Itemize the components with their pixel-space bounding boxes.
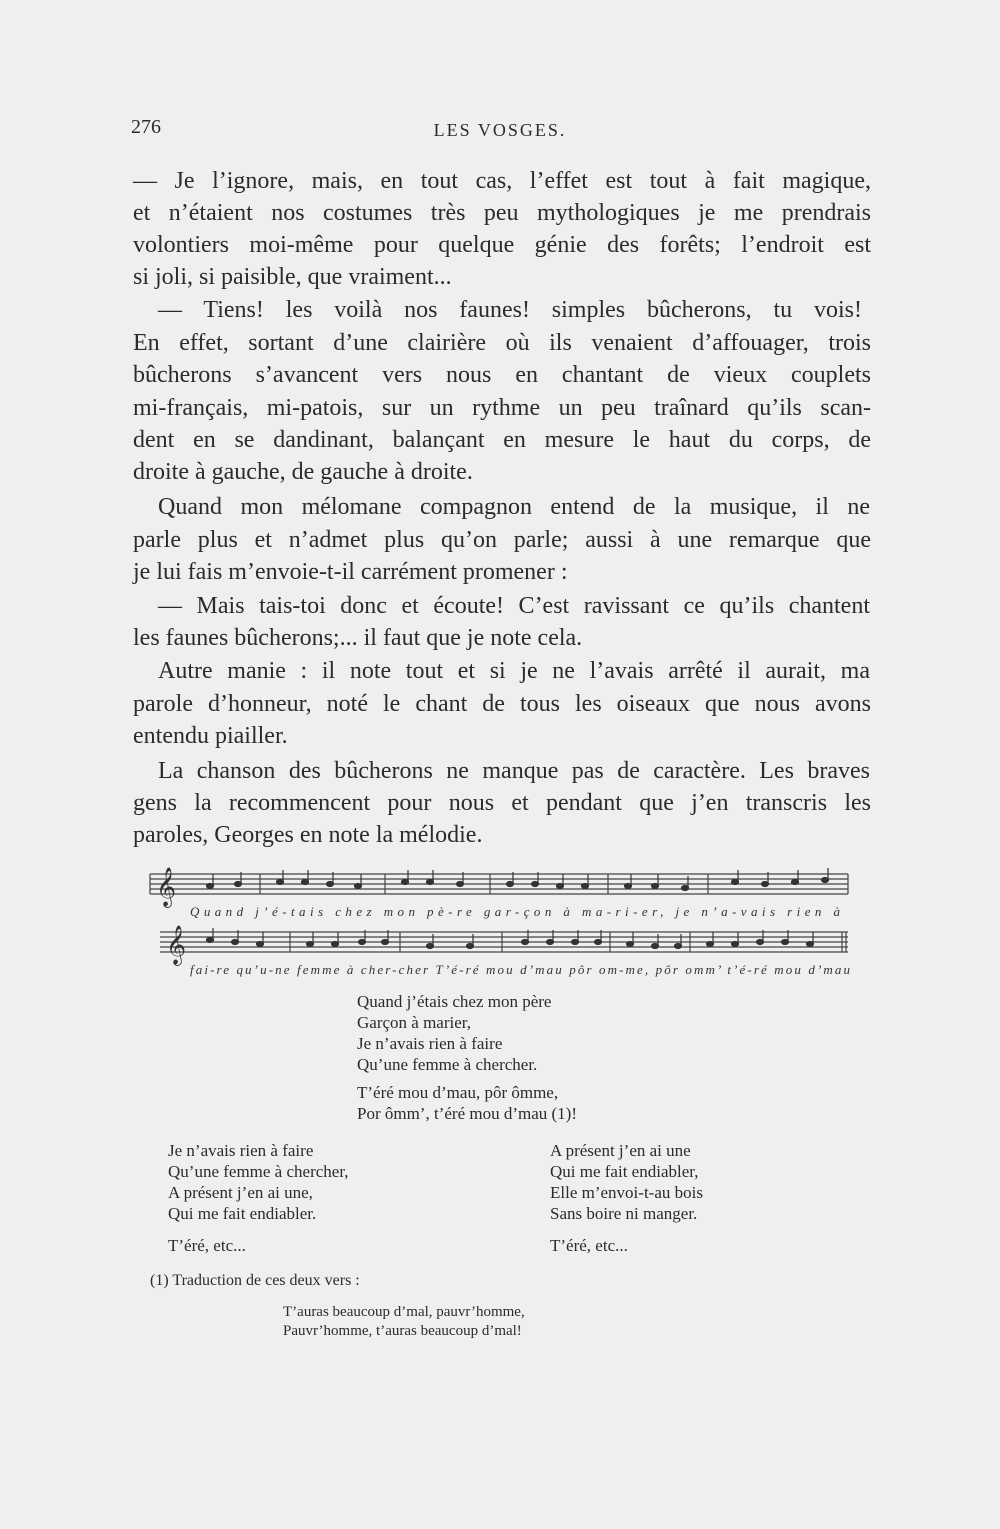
verse-line: T’éré mou d’mau, pôr ômme, [357, 1083, 559, 1102]
verse-line: Por ômm’, t’éré mou d’mau (1)! [357, 1104, 577, 1123]
body-line: parle plus et n’admet plus qu’on parle; aussi à une remarque que [133, 527, 871, 553]
body-line: Quand mon mélomane compagnon entend de la musique, il ne [158, 494, 870, 520]
body-line: dent en se dandinant, balançant en mesure le haut du corps, de [133, 427, 871, 453]
body-line: — Je l’ignore, mais, en tout cas, l’effet est tout à fait magique, [133, 168, 871, 194]
body-line: gens la recommencent pour nous et pendant que j’en transcris les [133, 790, 871, 816]
body-line: les faunes bûcherons;... il faut que je note cela. [133, 625, 583, 651]
body-line: bûcherons s’avancent vers nous en chantant de vieux couplets [133, 362, 871, 388]
running-title: LES VOSGES. [433, 120, 567, 140]
music-lyrics-2: fai-re qu’u-ne femme à cher-cher T’é-ré mou d’mau pôr om-me, pôr omm’ t’é-ré mou d’mau [190, 962, 850, 977]
body-line: je lui fais m’envoie-t-il carrément promener : [133, 559, 568, 585]
body-line: si joli, si paisible, que vraiment... [133, 264, 452, 290]
body-line: et n’étaient nos costumes très peu mythologiques je me prendrais [133, 200, 871, 226]
verse-line: Qui me fait endiabler. [168, 1204, 317, 1223]
body-line: En effet, sortant d’une clairière où ils venaient d’affouager, trois [133, 330, 871, 356]
staff-1 [150, 874, 848, 894]
verse-line: T’éré, etc... [168, 1236, 246, 1255]
verse-line: Je n’avais rien à faire [168, 1141, 314, 1160]
footnote-label: (1) Traduction de ces deux vers : [150, 1272, 360, 1289]
verse-line: T’éré, etc... [550, 1236, 628, 1255]
music-lyrics-1: Quand j’é-tais chez mon pè-re gar-çon à ma-ri-er, je n’a-vais rien à [190, 904, 840, 919]
body-line: La chanson des bûcherons ne manque pas de caractère. Les braves [158, 758, 870, 784]
body-line: volontiers moi-même pour quelque génie des forêts; l’endroit est [133, 232, 871, 258]
body-line: paroles, Georges en note la mélodie. [133, 822, 483, 848]
verse-line: Qui me fait endiabler, [550, 1162, 699, 1181]
page-number: 276 [131, 116, 161, 138]
footnote-line: Pauvr’homme, t’auras beaucoup d’mal! [283, 1323, 522, 1339]
verse-line: Quand j’étais chez mon père [357, 992, 552, 1011]
treble-clef-icon: 𝄞 [166, 925, 187, 965]
verse-line: Sans boire ni manger. [550, 1204, 698, 1223]
verse-line: Qu’une femme à chercher, [168, 1162, 349, 1181]
body-line: — Mais tais-toi donc et écoute! C’est ravissant ce qu’ils chantent [158, 593, 870, 619]
verse-line: A présent j’en ai une, [168, 1183, 313, 1202]
verse-line: Je n’avais rien à faire [357, 1034, 503, 1053]
verse-line: Qu’une femme à chercher. [357, 1055, 538, 1074]
body-line: Autre manie : il note tout et si je ne l’avais arrêté il aurait, ma [158, 658, 870, 684]
verse-line: Elle m’envoi-t-au bois [550, 1183, 703, 1202]
verse-line: A présent j’en ai une [550, 1141, 691, 1160]
music-score [130, 858, 870, 988]
body-line: mi-français, mi-patois, sur un rythme un peu traînard qu’ils scan- [133, 395, 871, 421]
body-line: — Tiens! les voilà nos faunes! simples bûcherons, tu vois! [158, 297, 862, 323]
body-line: parole d’honneur, noté le chant de tous les oiseaux que nous avons [133, 691, 871, 717]
body-line: droite à gauche, de gauche à droite. [133, 459, 473, 485]
verse-line: Garçon à marier, [357, 1013, 472, 1032]
footnote-line: T’auras beaucoup d’mal, pauvr’homme, [283, 1304, 525, 1320]
treble-clef-icon: 𝄞 [156, 867, 177, 907]
body-line: entendu piailler. [133, 723, 288, 749]
